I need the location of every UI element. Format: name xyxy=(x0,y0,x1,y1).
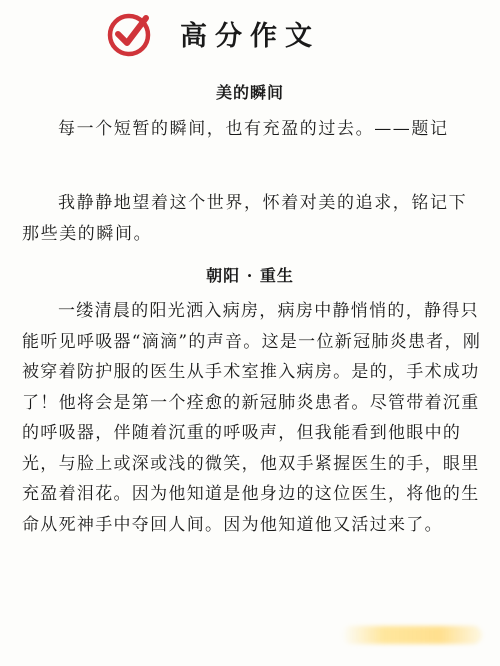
highlight-smudge xyxy=(342,626,482,644)
story-paragraph: 一缕清晨的阳光洒入病房，病房中静悄悄的，静得只能听见呼吸器“滴滴”的声音。这是一位新冠肺炎患者，刚被穿着防护服的医生从手术室推入病房。是的，手术成功了！他将会是第一个痊愈的新冠肺炎患者。尽管带着沉重的呼吸器，伴随着沉重的呼吸声，但我能看到他眼中的光，与脸上或深或浅的微笑，他双手紧握医生的手，眼里充盈着泪花。因为他知道是他身边的这位医生，将他的生命从死神手中夺回人间。因为他知道他又活过来了。 xyxy=(22,301,482,535)
check-circle-icon xyxy=(104,10,154,60)
section-title-beautiful-moment: 美的瞬间 xyxy=(215,83,284,102)
intro-paragraph: 我静静地望着这个世界，怀着对美的追求，铭记下那些美的瞬间。 xyxy=(22,193,468,244)
header xyxy=(0,0,500,66)
epigraph-paragraph: 每一个短暂的瞬间，也有充盈的过去。——题记 xyxy=(58,119,449,139)
section-title-morning-sun: 朝阳 · 重生 xyxy=(206,266,294,285)
page-title: 高分作文 xyxy=(180,21,320,52)
